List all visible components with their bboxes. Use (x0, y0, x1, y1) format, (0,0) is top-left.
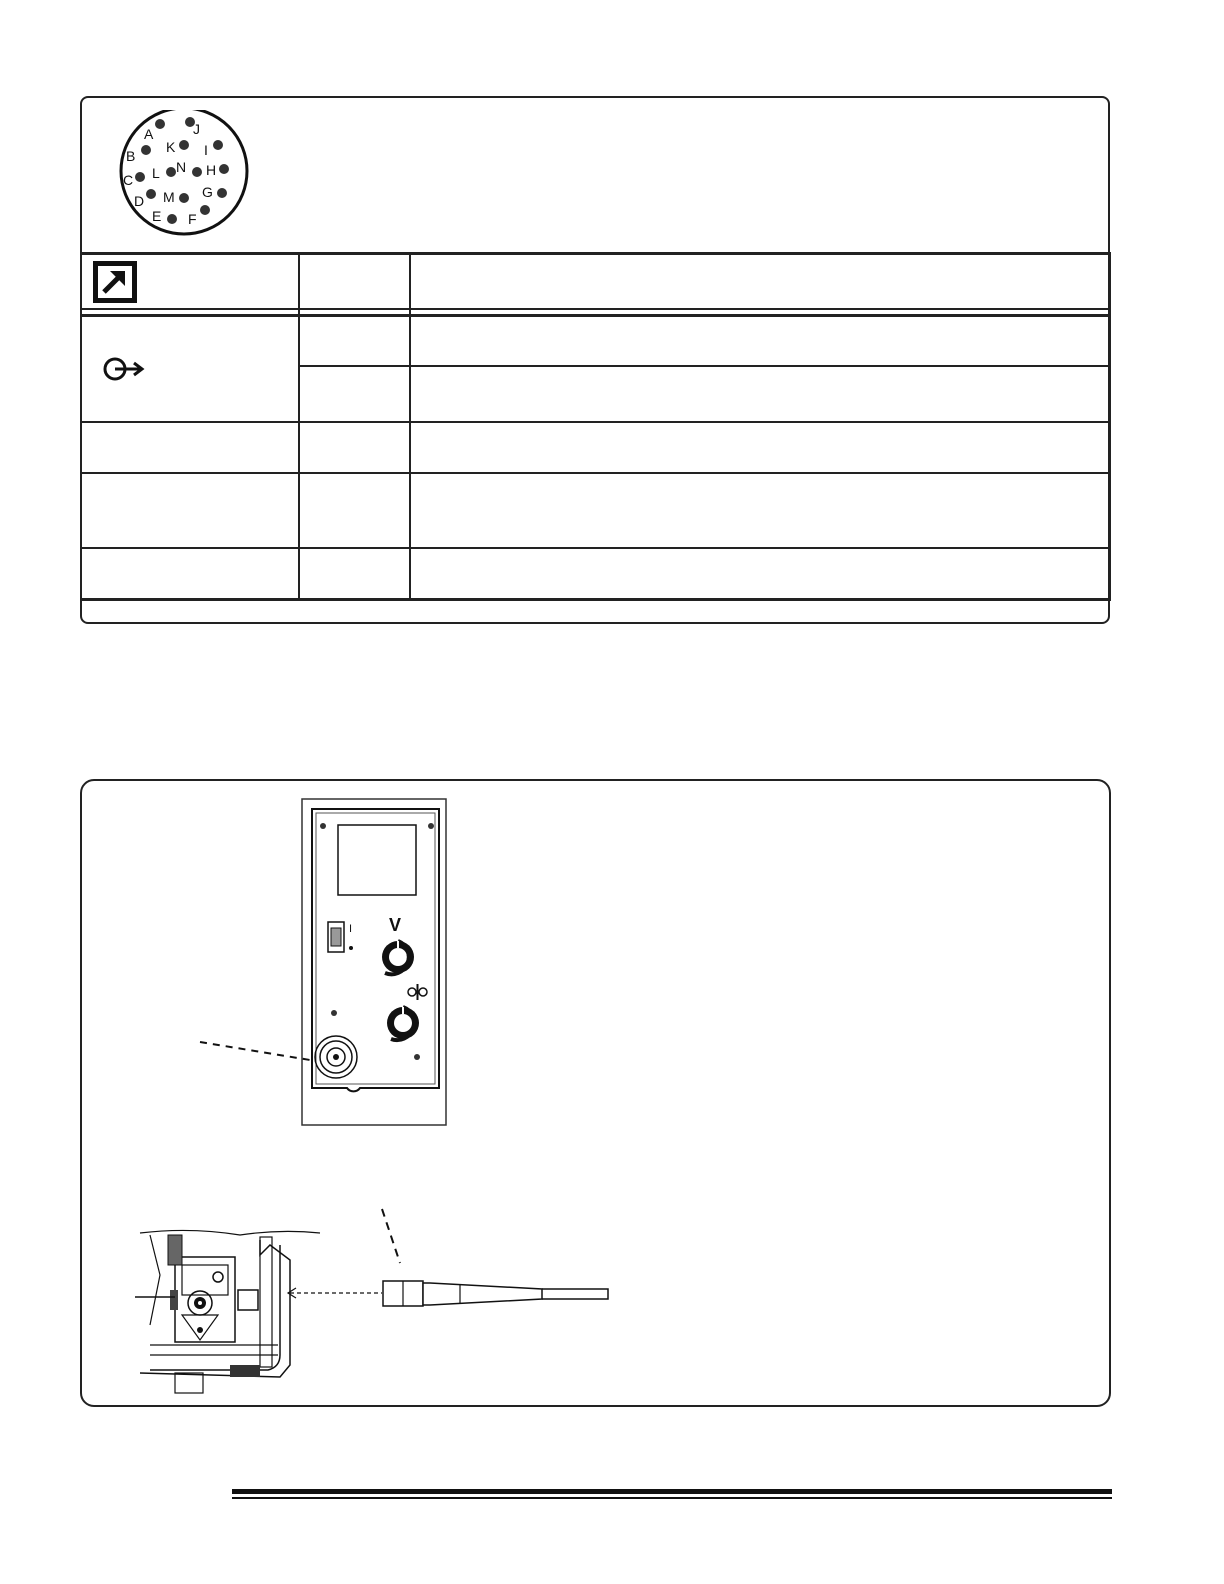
pin-c-dot (135, 172, 145, 182)
table-right-border (1109, 252, 1111, 601)
wire-feed-output-icon (102, 354, 148, 384)
receptacle-pin-diagram (114, 110, 258, 238)
pin-label-d: D (134, 193, 145, 209)
pin-label-h: H (206, 162, 217, 178)
pin-label-g: G (202, 184, 213, 200)
pin-label-e: E (152, 208, 162, 224)
pin-a-dot (155, 119, 165, 129)
remote-contactor-arrow-icon (92, 260, 138, 304)
pin-label-m: M (163, 189, 175, 205)
table-column-divider (298, 252, 300, 601)
pin-l-dot (166, 167, 176, 177)
pin-label-i: I (204, 142, 208, 158)
pin-e-dot (167, 214, 177, 224)
pin-b-dot (141, 145, 151, 155)
table-row-rule (299, 365, 1111, 367)
footer-rule (232, 1497, 1112, 1499)
wire-speed-icon (408, 984, 427, 1000)
pin-label-l: L (152, 165, 160, 181)
table-row-rule (80, 547, 1111, 549)
pin-label-f: F (188, 211, 197, 227)
table-column-divider (409, 252, 411, 601)
table-bottom-rule (80, 598, 1111, 601)
voltage-knob-label: V (389, 915, 402, 935)
power-switch-label: I (349, 923, 353, 935)
pin-label-b: B (126, 148, 136, 164)
pin-g-dot (217, 188, 227, 198)
table-row-rule (80, 421, 1111, 423)
table-row-rule (80, 308, 1111, 310)
table-left-border (80, 252, 82, 601)
table-row-rule (80, 314, 1111, 317)
table-row-rule (80, 472, 1111, 474)
pin-label-a: A (144, 126, 154, 142)
table-top-rule (80, 252, 1111, 255)
control-panel-drawing (195, 795, 450, 1130)
pin-f-dot (200, 205, 210, 215)
pin-m-dot (179, 193, 189, 203)
pin-h-dot (219, 164, 229, 174)
pin-label-c: C (123, 172, 134, 188)
pin-i-dot (213, 140, 223, 150)
pin-label-k: K (166, 139, 176, 155)
pin-n-dot (192, 167, 202, 177)
footer-rule (232, 1489, 1112, 1494)
wire-feeder-drive-drawing (130, 1205, 610, 1395)
pin-k-dot (179, 140, 189, 150)
pin-d-dot (146, 189, 156, 199)
pin-label-j: J (193, 121, 200, 137)
pin-label-n: N (176, 159, 187, 175)
